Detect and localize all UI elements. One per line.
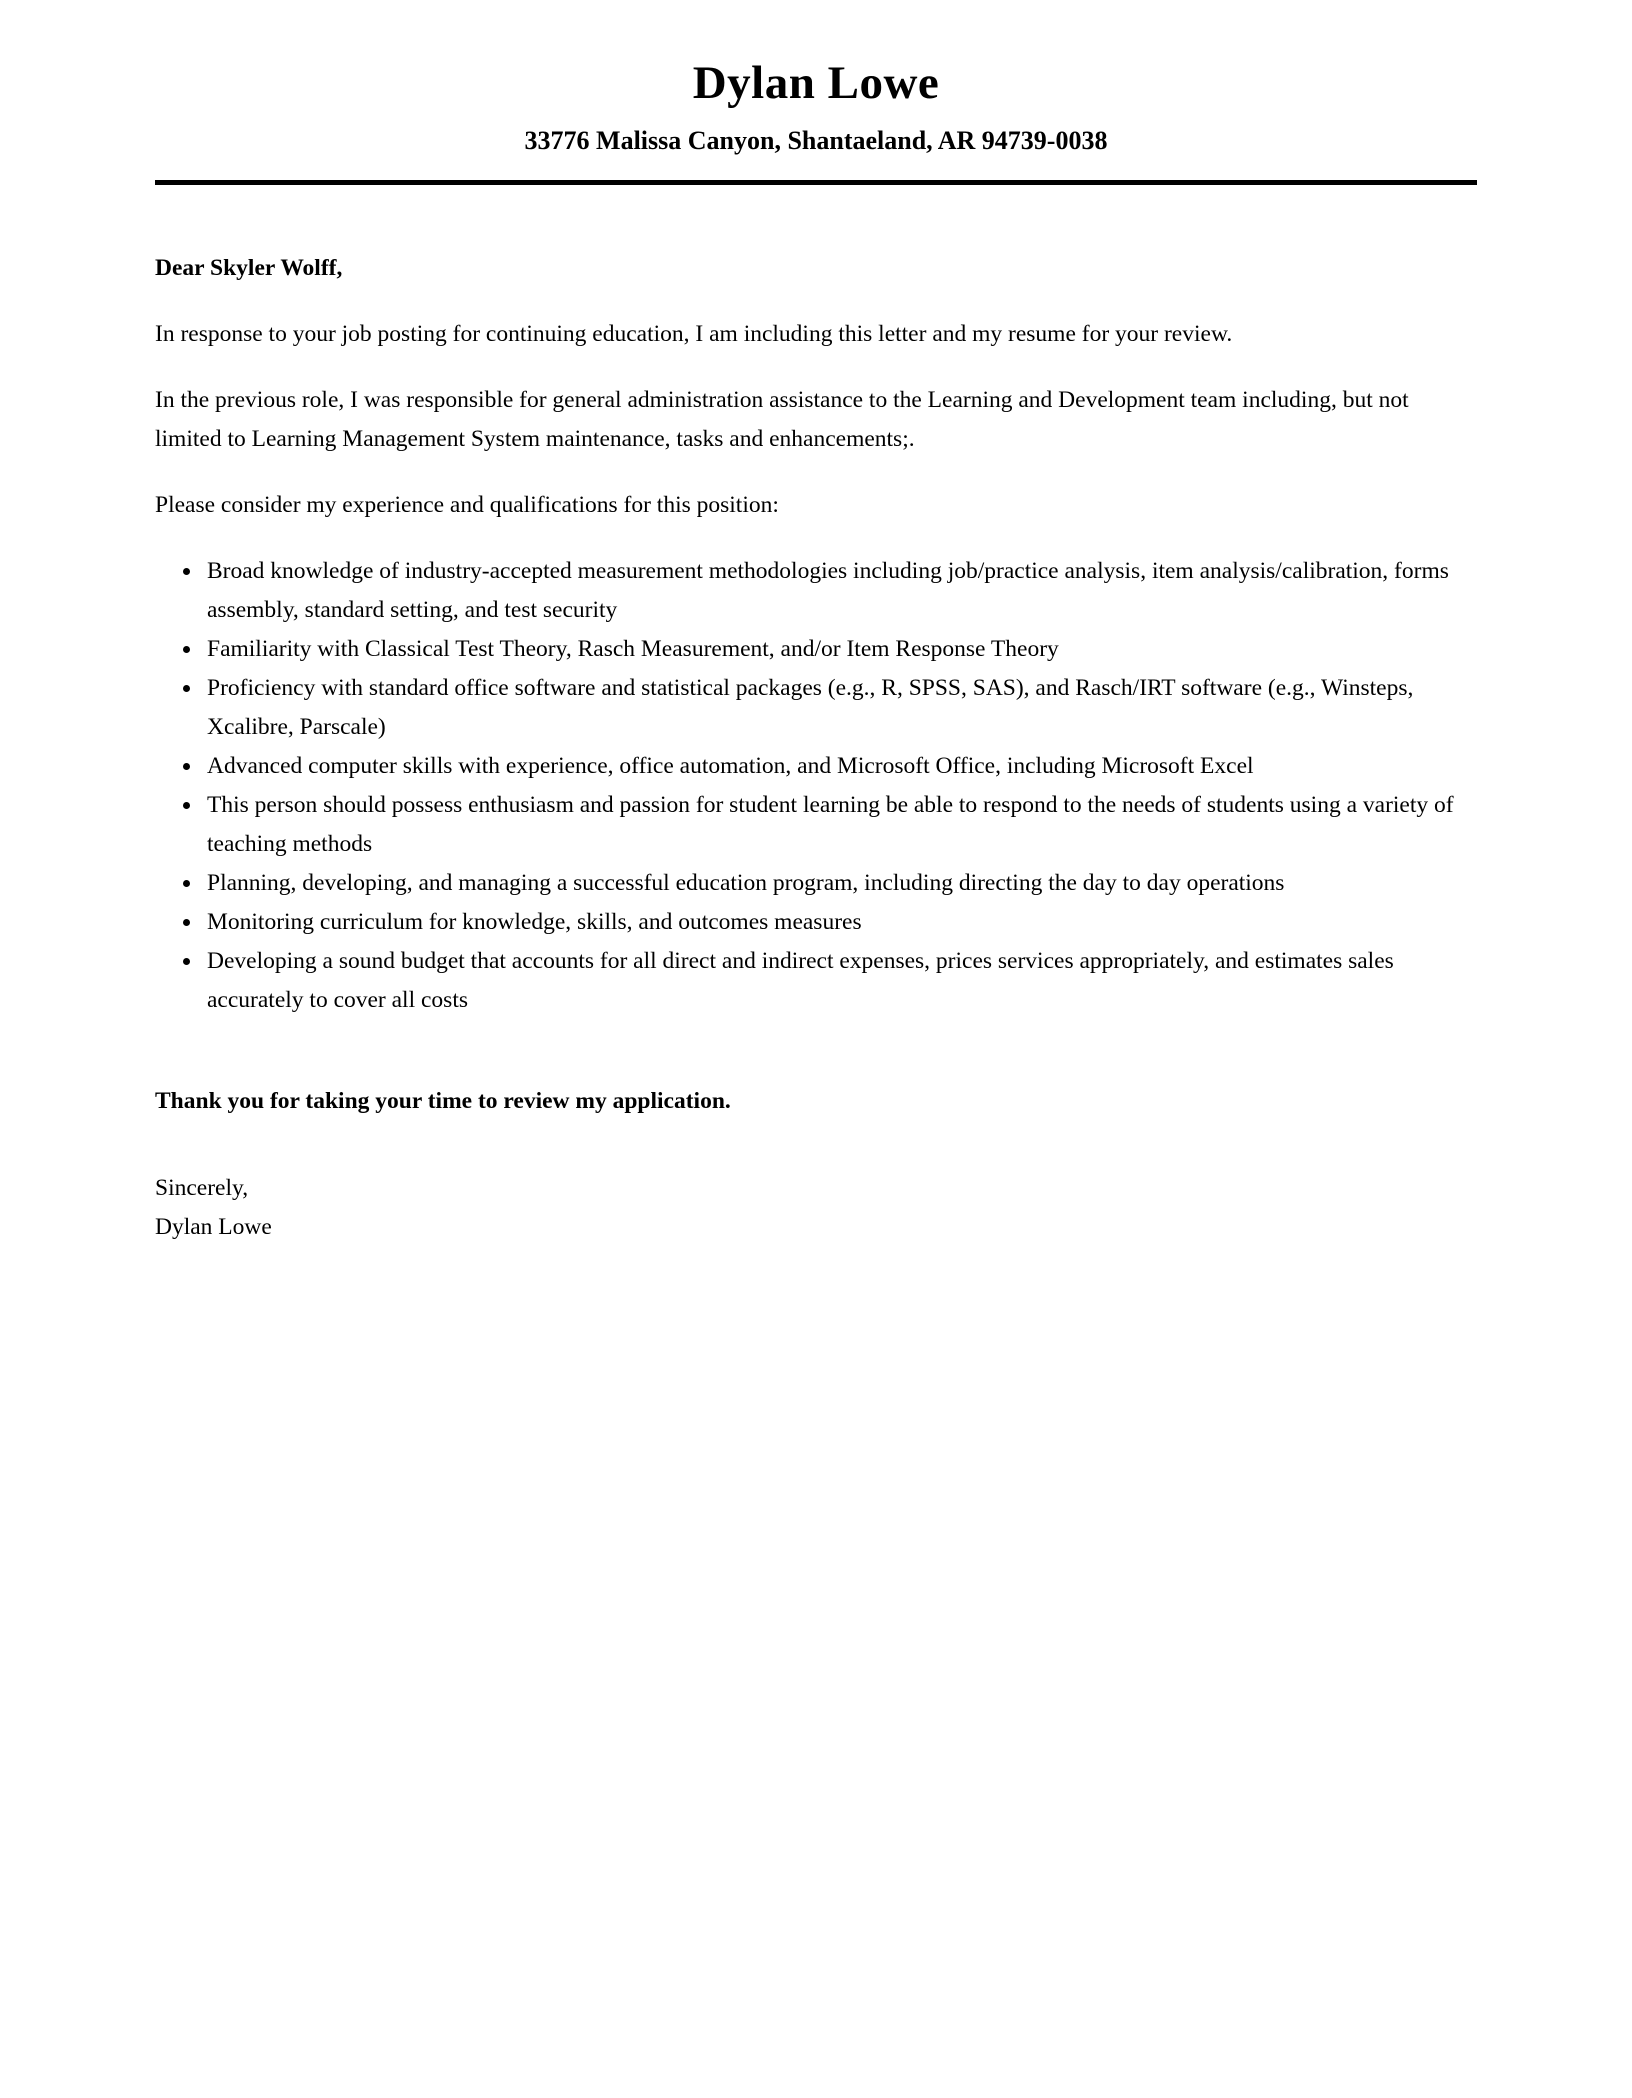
paragraph-previous-role: In the previous role, I was responsible for general administration assistance to the Learning and Development team including, but not limited to Learning Management System maintenance, tasks and enhancements;. — [155, 387, 1409, 452]
qualification-item: • Planning, developing, and managing a successful education program, including directing the day to day operations — [203, 864, 1477, 903]
signoff: Sincerely, — [155, 1175, 249, 1201]
qualification-item: • This person should possess enthusiasm and passion for student learning be able to respond to the needs of students using a variety of teaching methods — [203, 786, 1477, 864]
qualification-item: • Monitoring curriculum for knowledge, skills, and outcomes measures — [203, 903, 1477, 942]
qualification-item: • Broad knowledge of industry-accepted measurement methodologies including job/practice analysis, item analysis/calibration, forms assembly, standard setting, and test security — [203, 552, 1477, 630]
qualification-item: • Proficiency with standard office software and statistical packages (e.g., R, SPSS, SAS), and Rasch/IRT software (e.g., Winsteps, Xcalibre, Parscale) — [203, 669, 1477, 747]
letter-body — [155, 249, 1477, 1247]
qualification-item: • Developing a sound budget that accounts for all direct and indirect expenses, prices services appropriately, and estimates sales accurately to cover all costs — [203, 942, 1477, 1020]
author-name-title: Dylan Lowe — [692, 57, 940, 109]
qualifications-list — [155, 552, 1477, 1020]
closing-thanks: Thank you for taking your time to review my application. — [155, 1088, 731, 1114]
qualification-item: • Familiarity with Classical Test Theory, Rasch Measurement, and/or Item Response Theory — [203, 630, 1477, 669]
letter-header — [155, 56, 1477, 185]
header-divider — [155, 180, 1477, 185]
paragraph-qualifications-intro: Please consider my experience and qualifications for this position: — [155, 492, 779, 518]
signature-name: Dylan Lowe — [155, 1214, 272, 1240]
author-address: 33776 Malissa Canyon, Shantaeland, AR 94739-0038 — [524, 126, 1108, 155]
qualification-item: • Advanced computer skills with experience, office automation, and Microsoft Office, including Microsoft Excel — [203, 747, 1477, 786]
paragraph-response-intro: In response to your job posting for continuing education, I am including this letter and my resume for your review. — [155, 321, 1233, 347]
salutation: Dear Skyler Wolff, — [155, 255, 343, 281]
